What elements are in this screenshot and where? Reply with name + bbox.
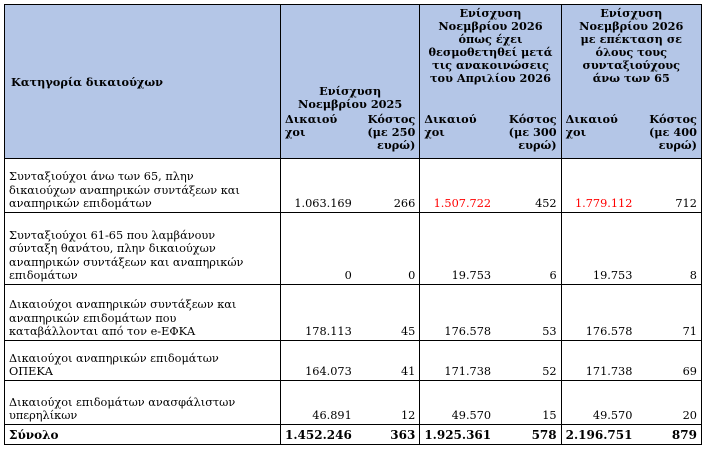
beneficiaries-2026-extension: 176.578 — [561, 285, 636, 341]
cost-2026-extension: 71 — [636, 285, 701, 341]
row-category — [5, 285, 281, 341]
cost-2026-april: 15 — [495, 381, 561, 425]
category-line: Δικαιούχοι επιδομάτων ανασφάλιστων — [9, 395, 236, 409]
header-group-2025-line: Ενίσχυση — [319, 83, 382, 98]
beneficiaries-2026-extension: 1.779.112 — [561, 159, 636, 213]
cost-2026-extension: 712 — [636, 159, 701, 213]
header-sub-line: Δικαιού — [285, 112, 338, 126]
cost-2026-extension: 20 — [636, 381, 701, 425]
table-row — [5, 159, 702, 213]
cost-2025: 45 — [356, 285, 420, 341]
category-line: ΟΠΕΚΑ — [9, 364, 53, 378]
header-group-line: άνω των 65 — [592, 71, 670, 85]
cost-2026-april: 52 — [495, 341, 561, 381]
beneficiaries-2026-extension: 49.570 — [561, 381, 636, 425]
header-sub-line: Κόστος — [508, 112, 557, 126]
header-group-2025 — [281, 5, 420, 113]
header-sub-line: (με 300 — [508, 124, 557, 139]
row-category — [5, 159, 281, 213]
header-sub-line: Δικαιού — [565, 112, 618, 126]
header-sub-line: ευρώ) — [376, 137, 416, 152]
beneficiaries-2026-extension: 171.738 — [561, 341, 636, 381]
beneficiaries-2025: 178.113 — [281, 285, 356, 341]
cost-2025: 266 — [356, 159, 420, 213]
cost-2026-extension: 8 — [636, 213, 701, 285]
beneficiaries-2026-april: 176.578 — [420, 285, 495, 341]
header-group-line: με επέκταση σε — [580, 32, 683, 46]
category-line: Δικαιούχοι αναπηρικών επιδομάτων — [9, 351, 219, 365]
total-cost-2025: 363 — [356, 425, 420, 445]
total-beneficiaries-2026-extension: 2.196.751 — [561, 425, 636, 445]
row-category — [5, 213, 281, 285]
table-row — [5, 285, 702, 341]
table-row — [5, 213, 702, 285]
header-group-line: θεσμοθετηθεί μετά — [428, 45, 553, 59]
header-group-line: συνταξιούχους — [582, 58, 681, 72]
header-group-line: Νοεμβρίου 2026 — [438, 19, 543, 33]
header-sub-line: χοι — [285, 124, 306, 139]
cost-2026-april: 6 — [495, 213, 561, 285]
header-sub-line: Δικαιού — [424, 112, 477, 126]
row-category — [5, 381, 281, 425]
row-category — [5, 341, 281, 381]
category-line: καταβάλλονται από τον e-ΕΦΚΑ — [9, 324, 196, 338]
header-category: Κατηγορία δικαιούχων — [5, 5, 281, 159]
header-sub-line: χοι — [424, 124, 445, 139]
beneficiaries-2026-extension: 19.753 — [561, 213, 636, 285]
category-line: αναπηρικών συντάξεων και αναπηρικών — [9, 255, 244, 269]
beneficiaries-2025: 46.891 — [281, 381, 356, 425]
header-sub-line: ευρώ) — [518, 137, 557, 152]
header-sub-line: Κόστος — [649, 112, 697, 126]
header-beneficiaries-2025 — [281, 113, 356, 159]
beneficiaries-2025: 0 — [281, 213, 356, 285]
cost-2025: 41 — [356, 341, 420, 381]
header-group-line: του Απριλίου 2026 — [429, 71, 551, 85]
cost-2026-extension: 69 — [636, 341, 701, 381]
header-cost-2026-april — [495, 113, 561, 159]
header-group-2025-line: Νοεμβρίου 2025 — [298, 96, 403, 111]
category-line: Συνταξιούχοι 61-65 που λαμβάνουν — [9, 229, 216, 243]
cost-2026-april: 452 — [495, 159, 561, 213]
header-group-line: Ενίσχυση — [459, 6, 522, 20]
header-group-line: όλους τους — [595, 45, 668, 59]
header-group-2026-april — [420, 5, 561, 113]
table-container — [4, 4, 702, 445]
total-cost-2026-april: 578 — [495, 425, 561, 445]
beneficiaries-2026-april: 1.507.722 — [420, 159, 495, 213]
header-group-line: τις ανακοινώσεις — [432, 58, 549, 72]
header-group-line: Ενίσχυση — [600, 6, 663, 20]
category-line: Συνταξιούχοι άνω των 65, πλην — [9, 170, 194, 184]
total-beneficiaries-2026-april: 1.925.361 — [420, 425, 495, 445]
header-sub-line: Κόστος — [367, 112, 416, 126]
beneficiaries-2025: 164.073 — [281, 341, 356, 381]
beneficiaries-2026-april: 171.738 — [420, 341, 495, 381]
header-sub-line: χοι — [565, 124, 587, 139]
header-group-2026-extension — [561, 5, 701, 113]
header-beneficiaries-2026-april — [420, 113, 495, 159]
category-line: επιδομάτων — [9, 268, 78, 282]
beneficiaries-table — [4, 4, 702, 445]
table-row — [5, 341, 702, 381]
category-line: δικαιούχων αναπηρικών συντάξεων και — [9, 183, 240, 197]
beneficiaries-2025: 1.063.169 — [281, 159, 356, 213]
header-beneficiaries-2026-extension — [561, 113, 636, 159]
header-group-line: Νοεμβρίου 2026 — [579, 19, 684, 33]
header-group-line: όπως έχει — [458, 32, 523, 46]
category-line: Δικαιούχοι αναπηρικών συντάξεων και — [9, 298, 237, 312]
beneficiaries-2026-april: 19.753 — [420, 213, 495, 285]
total-row — [5, 425, 702, 445]
cost-2025: 12 — [356, 381, 420, 425]
total-beneficiaries-2025: 1.452.246 — [281, 425, 356, 445]
total-label: Σύνολο — [5, 425, 281, 445]
header-cost-2026-extension — [636, 113, 701, 159]
total-cost-2026-extension: 879 — [636, 425, 701, 445]
category-line: αναπηρικών επιδομάτων — [9, 196, 152, 210]
header-sub-line: (με 400 — [648, 124, 697, 139]
table-row — [5, 381, 702, 425]
cost-2026-april: 53 — [495, 285, 561, 341]
category-line: σύνταξη θανάτου, πλην δικαιούχων — [9, 242, 216, 256]
category-line: υπερηλίκων — [9, 408, 78, 422]
header-sub-line: ευρώ) — [658, 137, 697, 152]
cost-2025: 0 — [356, 213, 420, 285]
beneficiaries-2026-april: 49.570 — [420, 381, 495, 425]
header-cost-2025 — [356, 113, 420, 159]
category-line: αναπηρικών επιδομάτων που — [9, 311, 177, 325]
header-sub-line: (με 250 — [367, 124, 416, 139]
